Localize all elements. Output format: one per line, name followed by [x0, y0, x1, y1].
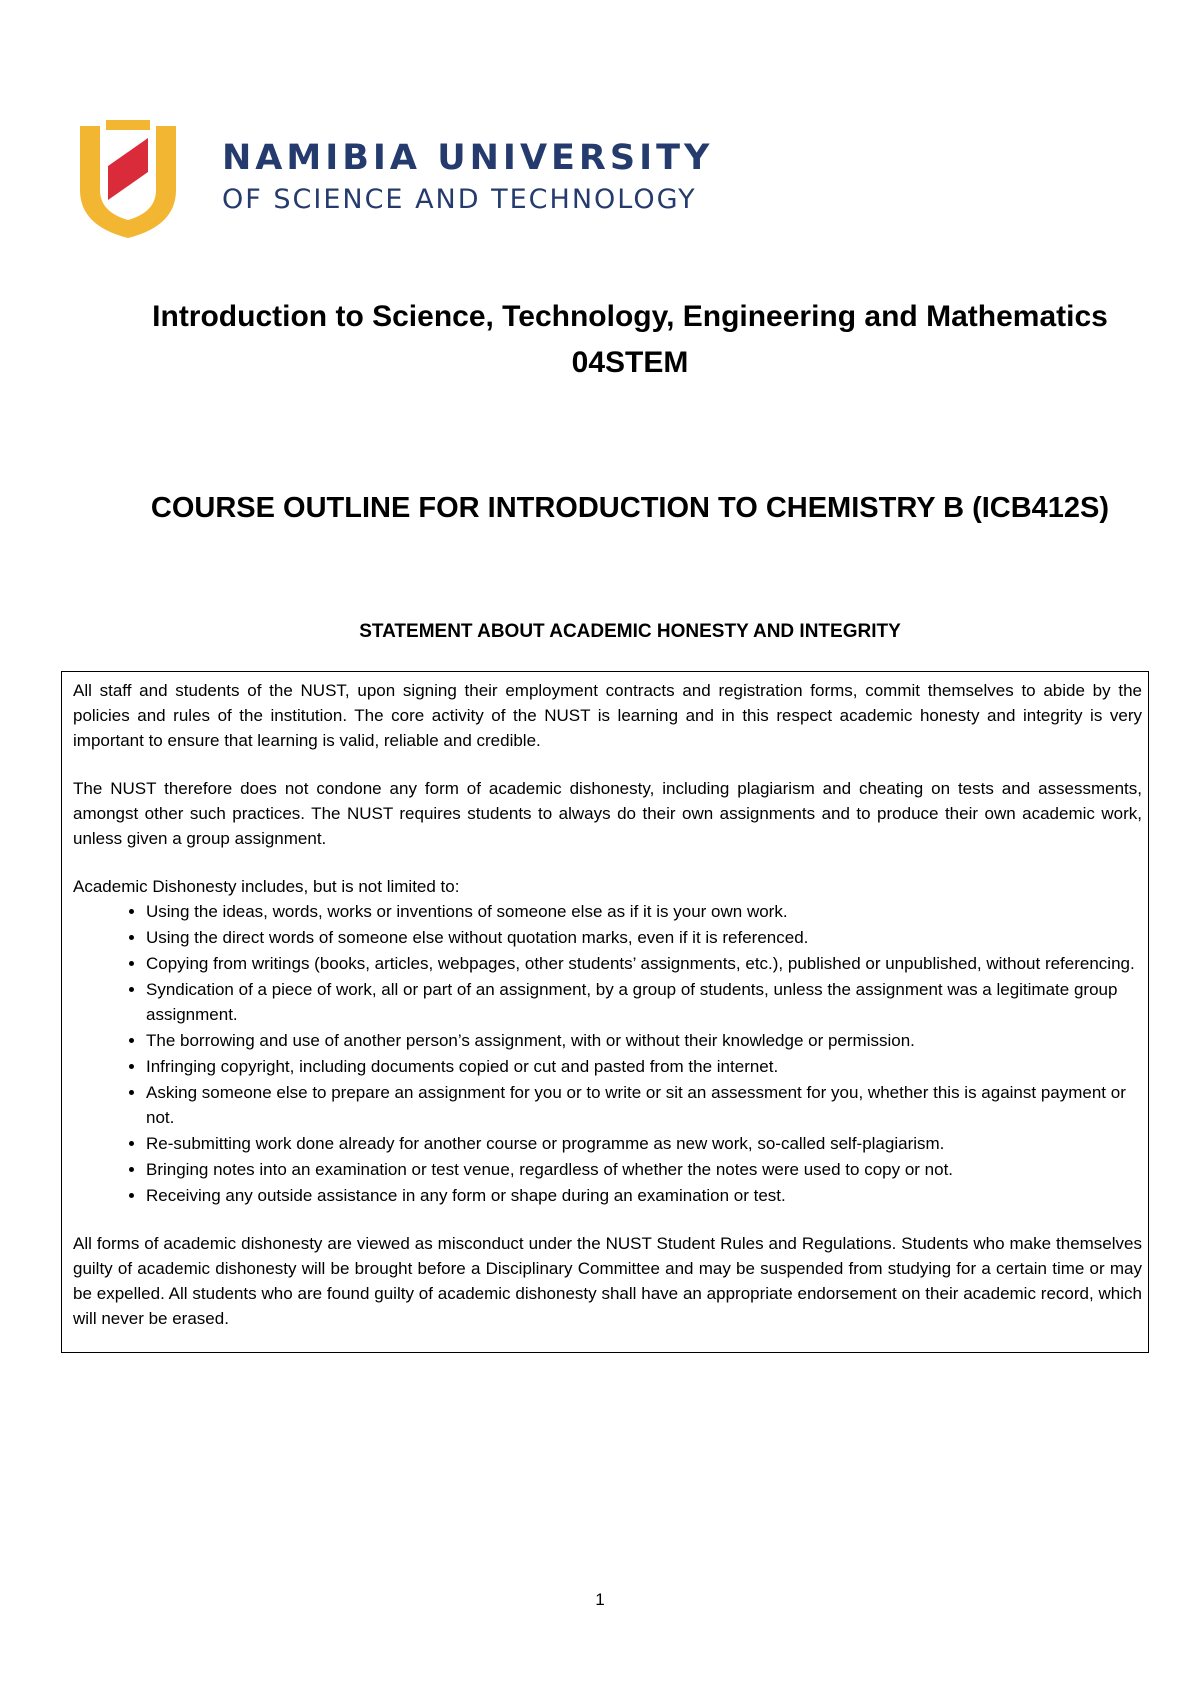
academic-honesty-box — [61, 671, 1149, 1353]
list-item: • Syndication of a piece of work, all or part of an assignment, by a group of students, unless the assignment was a legitimate group assignment. — [146, 977, 1142, 1027]
course-outline-heading: COURSE OUTLINE FOR INTRODUCTION TO CHEMISTRY B (ICB412S) — [150, 492, 1110, 524]
list-item: • Re-submitting work done already for another course or programme as new work, so-called self-plagiarism. — [146, 1131, 1142, 1156]
list-item: • Bringing notes into an examination or test venue, regardless of whether the notes were used to copy or not. — [146, 1157, 1142, 1182]
programme-code: 04STEM — [571, 346, 689, 379]
dishonesty-list-intro: Academic Dishonesty includes, but is not limited to: — [73, 877, 460, 896]
list-item: • Receiving any outside assistance in any form or shape during an examination or test. — [146, 1183, 1142, 1208]
list-item: • Asking someone else to prepare an assignment for you or to write or sit an assessment for you, whether this is against payment or not. — [146, 1080, 1142, 1130]
page-number: 1 — [595, 1590, 605, 1609]
statement-heading: STATEMENT ABOUT ACADEMIC HONESTY AND INTEGRITY — [359, 621, 901, 642]
list-item: • Copying from writings (books, articles, webpages, other students’ assignments, etc.), published or unpublished, without referencing. — [146, 951, 1142, 976]
programme-title — [110, 294, 1150, 386]
list-item: • Using the direct words of someone else without quotation marks, even if it is referenced. — [146, 925, 1142, 950]
university-shield-logo-icon — [72, 114, 184, 242]
statement-paragraph-1: All staff and students of the NUST, upon signing their employment contracts and registration forms, commit themselves to abide by the policies and rules of the institution. The core activity of the NUST is learning and in this respect academic honesty and integrity is very important to ensure that learning is valid, reliable and credible. — [73, 681, 1142, 750]
logo-line-university: NAMIBIA UNIVERSITY — [222, 138, 714, 178]
list-item: • Infringing copyright, including documents copied or cut and pasted from the internet. — [146, 1054, 1142, 1079]
list-item: • Using the ideas, words, works or inventions of someone else as if it is your own work. — [146, 899, 1142, 924]
list-item: • The borrowing and use of another person’s assignment, with or without their knowledge or permission. — [146, 1028, 1142, 1053]
dishonesty-list — [73, 899, 1142, 1208]
statement-paragraph-3: All forms of academic dishonesty are viewed as misconduct under the NUST Student Rules and Regulations. Students who make themselves guilty of academic dishonesty will be brought before a Disciplinary Committee and may be suspended from studying for a certain time or may be expelled. All students who are found guilty of academic dishonesty shall have an appropriate endorsement on their academic record, which will never be erased. — [73, 1234, 1142, 1328]
logo-wordmark — [222, 138, 713, 218]
logo-line-science: OF SCIENCE AND TECHNOLOGY — [222, 184, 697, 215]
statement-paragraph-2: The NUST therefore does not condone any form of academic dishonesty, including plagiarism and cheating on tests and assessments, amongst other such practices. The NUST requires students to always do their own assignments and to produce their own academic work, unless given a group assignment. — [73, 779, 1142, 848]
programme-title-line: Introduction to Science, Technology, Engineering and Mathematics — [152, 300, 1108, 333]
university-logo — [72, 114, 713, 242]
